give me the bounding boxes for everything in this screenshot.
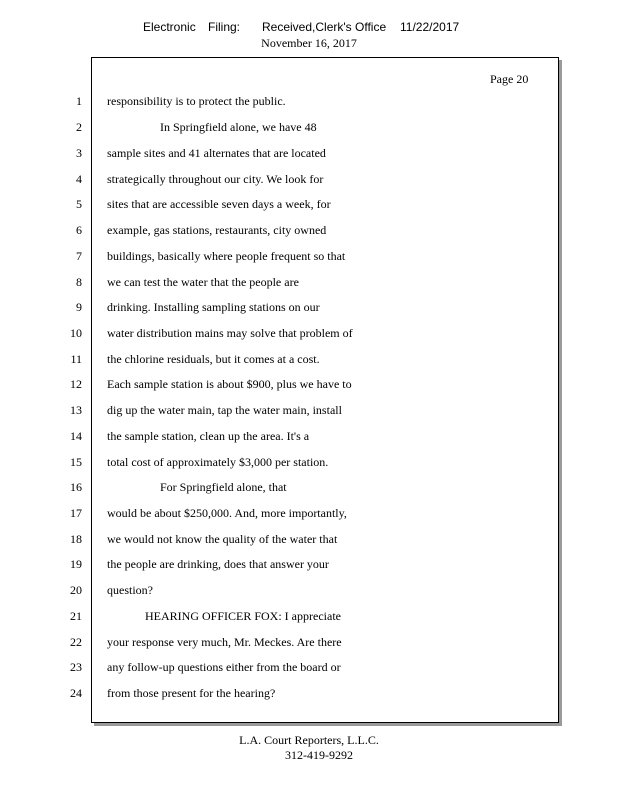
footer-phone: 312-419-9292: [285, 748, 353, 762]
line-number: 24: [70, 686, 82, 700]
line-number: 15: [70, 455, 82, 469]
transcript-line: drinking. Installing sampling stations on our: [107, 300, 320, 314]
transcript-line: strategically throughout our city. We look for: [107, 172, 324, 186]
transcript-line: dig up the water main, tap the water main, install: [107, 403, 342, 417]
transcript-line: we would not know the quality of the water that: [107, 532, 338, 546]
stamp-electronic: Electronic: [143, 20, 196, 34]
line-number: 5: [76, 197, 82, 211]
filing-stamp: [0, 20, 618, 36]
transcript-line: question?: [107, 583, 153, 597]
line-number: 1: [76, 94, 82, 108]
transcript-line: example, gas stations, restaurants, city owned: [107, 223, 327, 237]
line-number: 12: [70, 377, 82, 391]
stamp-office: Office: [355, 20, 387, 34]
transcript-line: In Springfield alone, we have 48: [160, 120, 317, 134]
transcript-line: For Springfield alone, that: [160, 480, 287, 494]
transcript-line: the sample station, clean up the area. It's a: [107, 429, 310, 443]
line-number: 21: [70, 609, 82, 623]
line-number: 13: [70, 403, 82, 417]
line-number: 3: [76, 146, 82, 160]
transcript-line: any follow-up questions either from the board or: [107, 660, 341, 674]
line-number: 2: [76, 120, 82, 134]
transcript-line: your response very much, Mr. Meckes. Are there: [107, 635, 342, 649]
transcript-line: sites that are accessible seven days a week, for: [107, 197, 331, 211]
transcript-line: we can test the water that the people are: [107, 275, 299, 289]
transcript-line: would be about $250,000. And, more importantly,: [107, 506, 347, 520]
line-number: 20: [70, 583, 82, 597]
transcript-line: responsibility is to protect the public.: [107, 94, 286, 108]
transcript-line: the chlorine residuals, but it comes at a cost.: [107, 352, 320, 366]
transcript-line: the people are drinking, does that answer your: [107, 557, 329, 571]
footer-company: L.A. Court Reporters, L.L.C.: [239, 733, 379, 747]
line-number: 9: [76, 300, 82, 314]
stamp-filing: Filing:: [208, 20, 241, 34]
transcript-line: Each sample station is about $900, plus we have to: [107, 377, 352, 391]
line-number: 22: [70, 635, 82, 649]
line-number: 16: [70, 480, 82, 494]
transcript-line: total cost of approximately $3,000 per station.: [107, 455, 329, 469]
line-number: 17: [70, 506, 82, 520]
line-number: 4: [76, 172, 82, 186]
line-number: 11: [70, 352, 82, 366]
line-number: 14: [70, 429, 82, 443]
stamp-received: Received,Clerk's: [262, 20, 352, 34]
transcript-line: HEARING OFFICER FOX: I appreciate: [145, 609, 341, 623]
line-number: 6: [76, 223, 82, 237]
line-number: 10: [70, 326, 82, 340]
transcript-line: from those present for the hearing?: [107, 686, 276, 700]
transcript-line: buildings, basically where people frequent so that: [107, 249, 346, 263]
line-number: 19: [70, 557, 82, 571]
stamp-date: 11/22/2017: [400, 20, 460, 34]
transcript-line: water distribution mains may solve that problem of: [107, 326, 353, 340]
line-number: 18: [70, 532, 82, 546]
line-number: 7: [76, 249, 82, 263]
line-number: 23: [70, 660, 82, 674]
page-number: Page 20: [490, 72, 529, 86]
document-date: November 16, 2017: [261, 36, 357, 50]
line-number: 8: [76, 275, 82, 289]
transcript-line: sample sites and 41 alternates that are located: [107, 146, 326, 160]
